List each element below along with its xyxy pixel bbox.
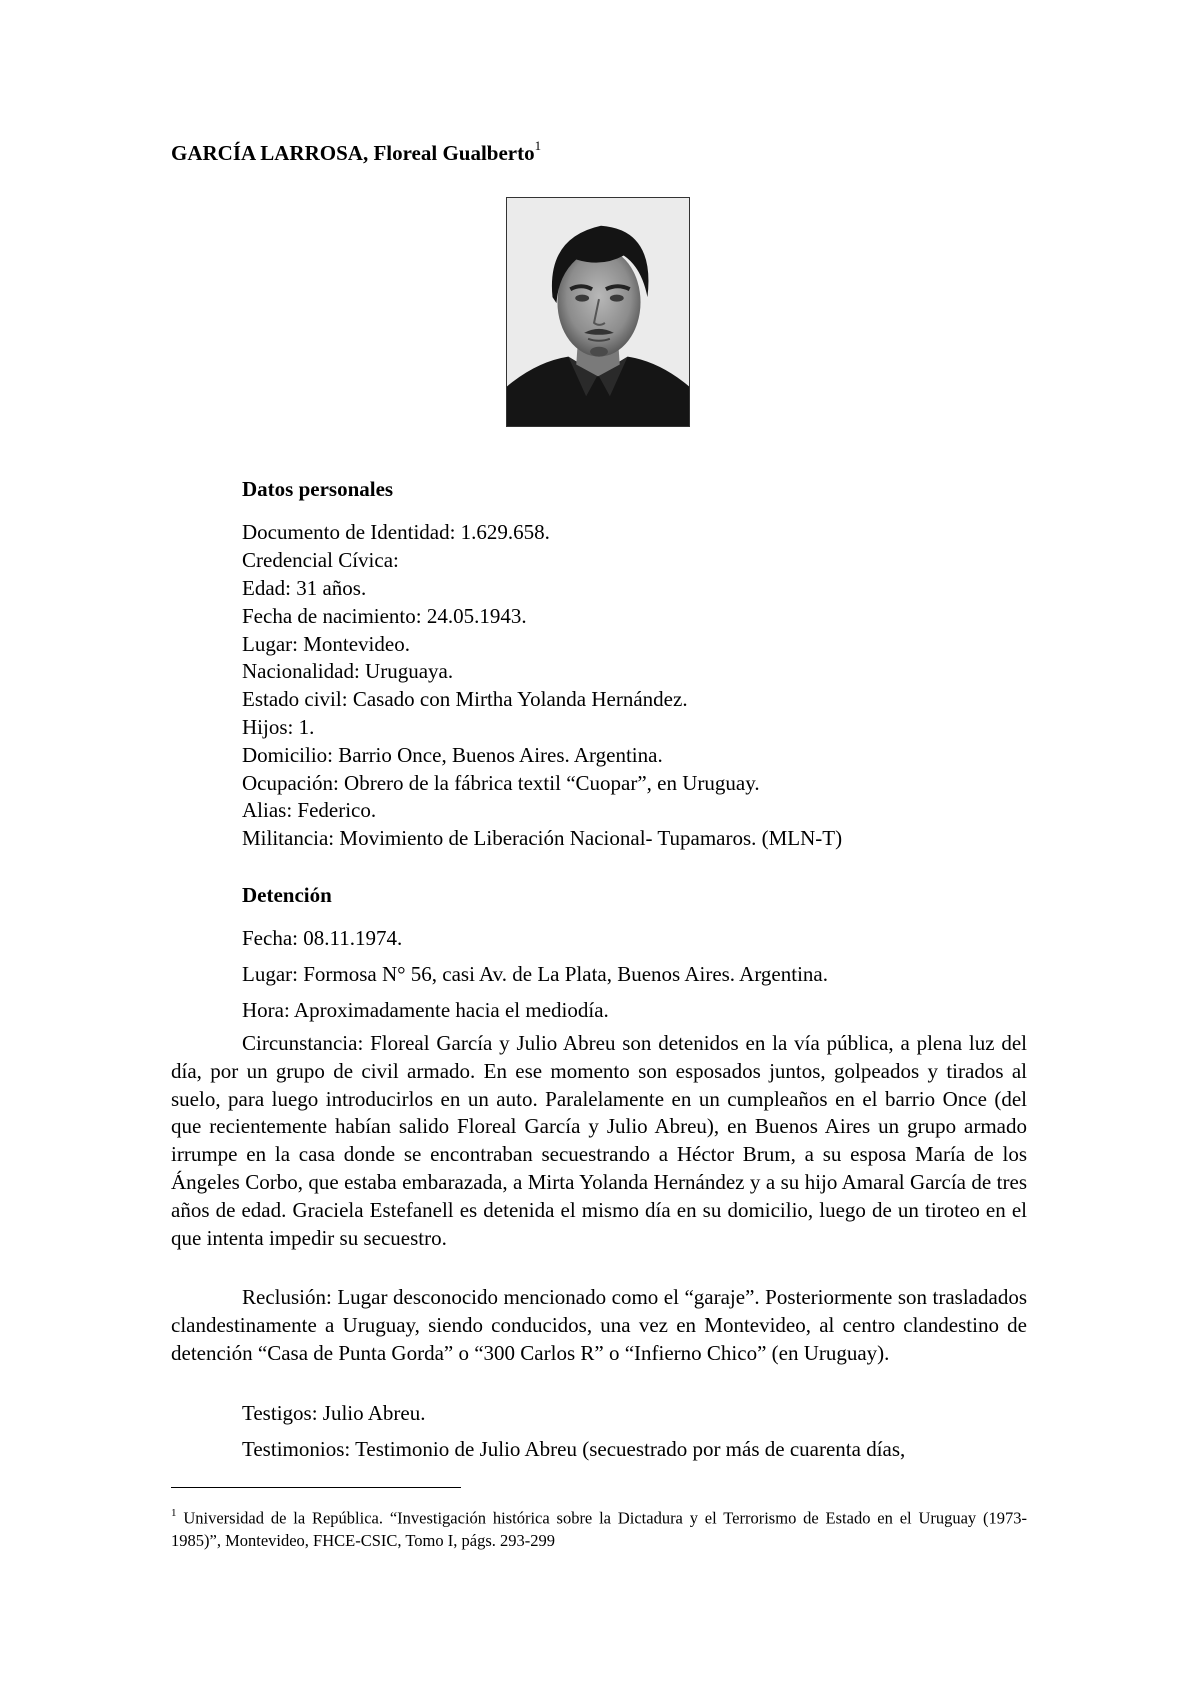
- datos-personales-heading: Datos personales: [242, 477, 394, 501]
- title-name: GARCÍA LARROSA, Floreal Gualberto: [171, 141, 535, 165]
- reclusion-paragraph: Reclusión: Lugar desconocido mencionado como el “garaje”. Posteriormente son trasladados clandestinamente a Uruguay, siendo conducidos, una vez en Montevideo, al centro clandestino de detención “Casa de Punta Gorda” o “300 Carlos R” o “Infierno Chico” (en Uruguay).: [171, 1285, 1027, 1365]
- credencial-line: Credencial Cívica:: [242, 548, 399, 572]
- portrait-photo: [506, 197, 690, 427]
- domicilio-line: Domicilio: Barrio Once, Buenos Aires. Argentina.: [242, 743, 663, 767]
- detencion-fecha-line: Fecha: 08.11.1974.: [242, 926, 403, 950]
- document-title: [171, 140, 541, 166]
- footnote: [171, 1503, 1027, 1552]
- detencion-heading: Detención: [242, 883, 332, 907]
- ocupacion-line: Ocupación: Obrero de la fábrica textil “Cuopar”, en Uruguay.: [242, 771, 760, 795]
- circunstancia-paragraph: Circunstancia: Floreal García y Julio Abreu son detenidos en la vía pública, a plena luz del día, por un grupo de civil armado. En ese momento son esposados juntos, golpeados y tirados al suelo, para luego introducirlos en un auto. Paralelamente en un cumpleaños en el barrio Once (del que recientemente habían salido Floreal García y Julio Abreu), en Buenos Aires un grupo armado irrumpe en la casa donde se encontraban secuestrando a Héctor Brum, a su esposa María de los Ángeles Corbo, que estaba embarazada, a Mirta Yolanda Hernández y a su hijo Amaral García de tres años de edad. Graciela Estefanell es detenida el mismo día en su domicilio, luego de un tiroteo en el que intenta impedir su secuestro.: [171, 1031, 1027, 1250]
- testigos-line: Testigos: Julio Abreu.: [242, 1401, 426, 1425]
- footnote-text: Universidad de la República. “Investigación histórica sobre la Dictadura y el Terrorismo de Estado en el Uruguay (1973-1985)”, Montevideo, FHCE-CSIC, Tomo I, págs. 293-299: [171, 1508, 1028, 1550]
- estado-civil-line: Estado civil: Casado con Mirtha Yolanda Hernández.: [242, 687, 688, 711]
- detencion-hora-line: Hora: Aproximadamente hacia el mediodía.: [242, 998, 609, 1022]
- footnote-reference: 1: [534, 138, 542, 153]
- testimonios-paragraph: Testimonios: Testimonio de Julio Abreu (secuestrado por más de cuarenta días,: [242, 1437, 906, 1461]
- fecha-nacimiento-line: Fecha de nacimiento: 24.05.1943.: [242, 604, 527, 628]
- nacionalidad-line: Nacionalidad: Uruguaya.: [242, 659, 454, 683]
- footnote-number: 1: [171, 1507, 177, 1519]
- hijos-line: Hijos: 1.: [242, 715, 315, 739]
- lugar-nacimiento-line: Lugar: Montevideo.: [242, 632, 410, 656]
- edad-line: Edad: 31 años.: [242, 576, 367, 600]
- documento-line: Documento de Identidad: 1.629.658.: [242, 520, 550, 544]
- footnote-separator: [171, 1487, 461, 1488]
- alias-line: Alias: Federico.: [242, 798, 377, 822]
- militancia-line: Militancia: Movimiento de Liberación Nacional- Tupamaros. (MLN-T): [242, 826, 843, 850]
- detencion-lugar-line: Lugar: Formosa N° 56, casi Av. de La Plata, Buenos Aires. Argentina.: [242, 962, 828, 986]
- portrait-image: [507, 198, 689, 426]
